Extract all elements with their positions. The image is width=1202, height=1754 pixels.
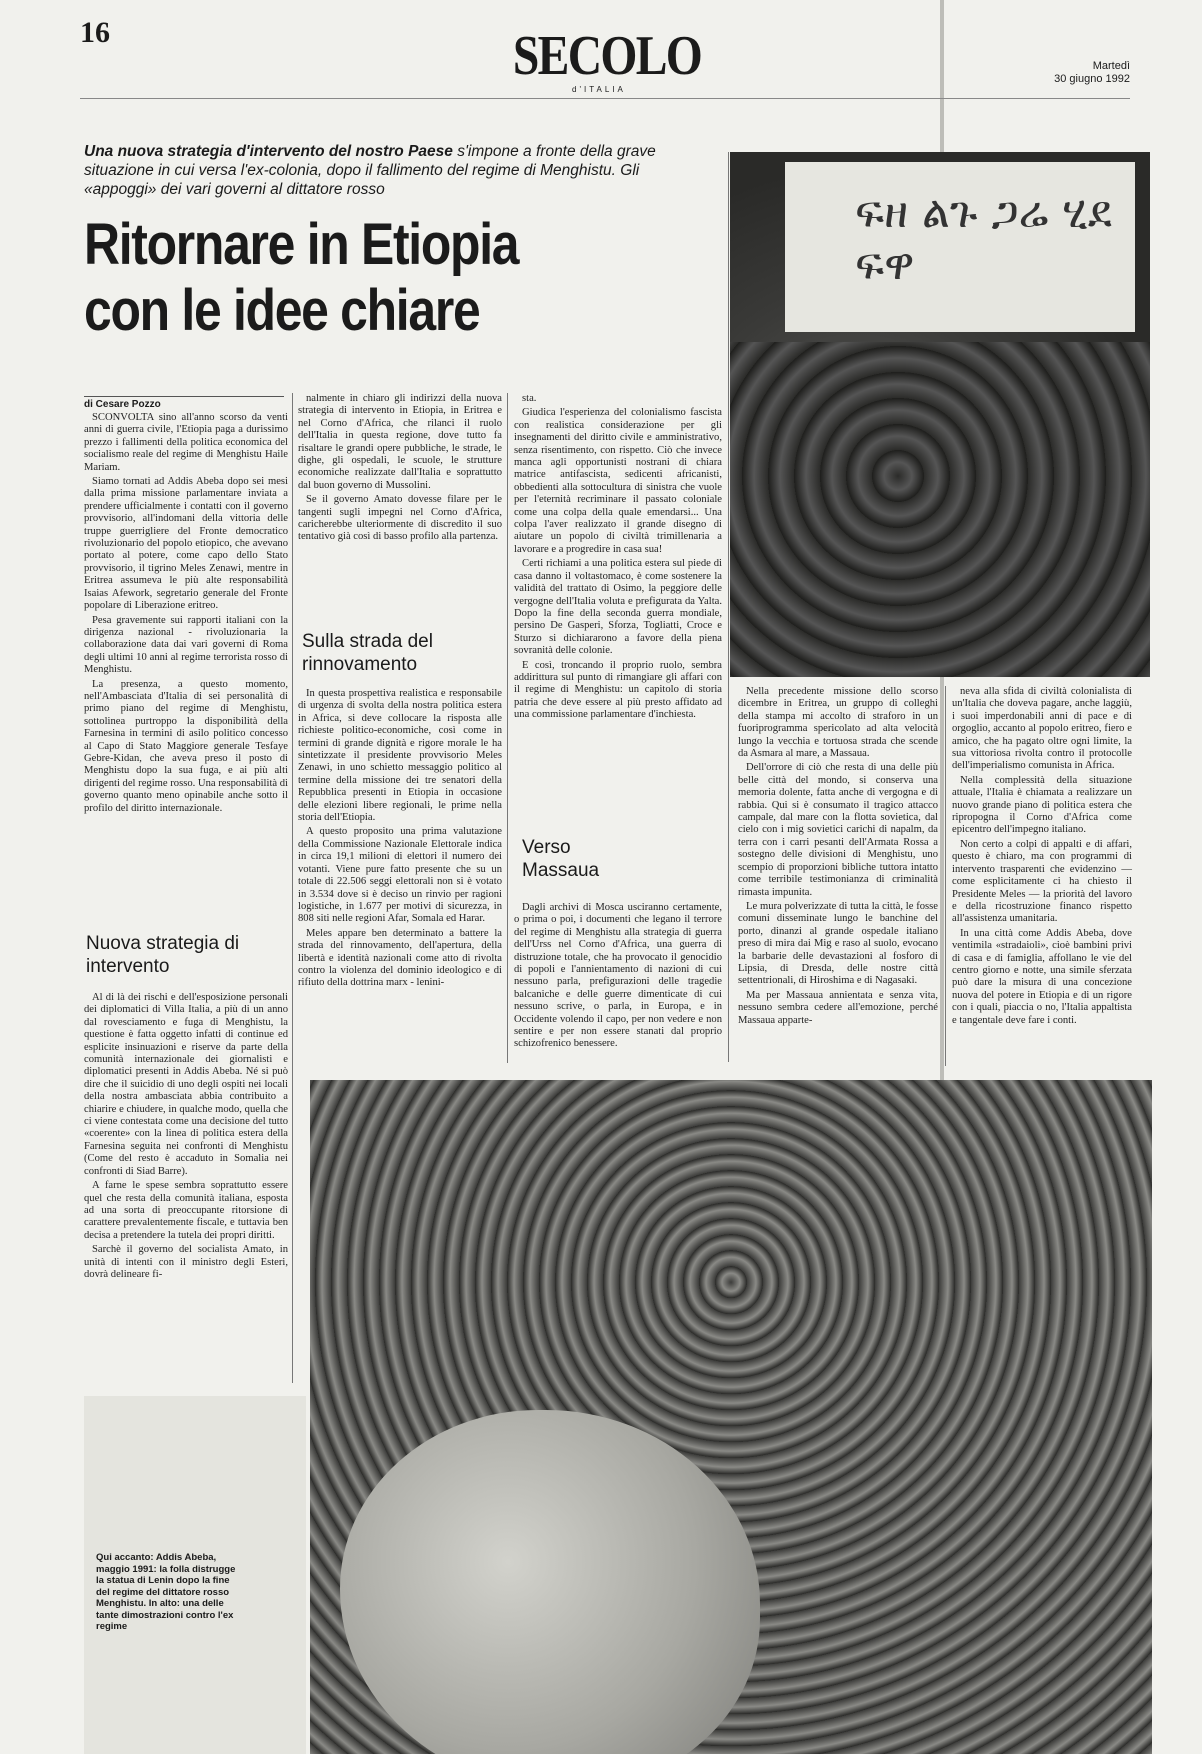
paragraph: SCONVOLTA sino all'anno scorso da venti anni di guerra civile, l'Etiopia paga a durissimo prezzo i fallimenti della politica economica del socialismo reale del regime di Menghistu Haile Mariam. — [84, 412, 288, 473]
paragraph: Dell'orrore di ciò che resta di una delle più belle città del mondo, si conserva una memoria dolente, fatta anche di vergogna e di rabbia. Qui si è consumato il tragico attacco campale, dal mare con la flotta sovietica, dal cielo con i mig sovietici carichi di napalm, da terra con i carri pesanti dell'Armata Rossa a sostegno delle divisioni di Menghistu, uno scempio di proporzioni bibliche tuttora intatto come terribile testimonianza di criminalità rimasta impunita. — [738, 762, 938, 898]
paragraph: Ma per Massaua annientata e senza vita, nessuno sembra cedere all'emozione, perché Massaua apparte- — [738, 989, 938, 1026]
column-1b — [84, 992, 288, 1283]
kicker — [84, 142, 704, 199]
paragraph: neva alla sfida di civiltà colonialista di un'Italia che doveva pagare, anche laggiù, i suoi imperdonabili anni di pace e di orgoglio, accanto al popolo eritreo, fiero e amico, che ha pagato oltre ogni limite, la sua vittoriosa rivolta contro il protocolle dell'imperialismo comunista in Africa. — [952, 686, 1132, 772]
kicker-bold: Una nuova strategia d'intervento del nostro Paese — [84, 143, 453, 160]
lenin-statue-photo — [310, 1080, 1152, 1754]
paragraph: Dagli archivi di Mosca usciranno certamente, o prima o poi, i documenti che legano il terrore del regime di Menghistu alla strategia di guerra dell'Urss nel Corno d'Africa, una guerra di distruzione totale, che ha provocato il genocidio di popoli e l'annientamento di nazioni di cui nessuno parla, prefigurazioni delle tragedie balcaniche e delle guerre dimenticate di cui nessuno scrive, o parla, in Europa, e in Occidente volendo il capo, per non vedere e non sentire e per non essere stanati dal proprio schizofrenico benessere. — [514, 902, 722, 1050]
paragraph: Meles appare ben determinato a battere la strada del rinnovamento, dell'apertura, della libertà e identità nazionali come atto di rivolta contro la violenza del dominio ideologico e di rifiuto della dottrina marx - lenini- — [298, 927, 502, 989]
column-rule — [728, 152, 729, 1062]
subhead-nuova-strategia: Nuova strategia di intervento — [86, 933, 240, 977]
paragraph: Giudica l'esperienza del colonialismo fascista con realistica considerazione per gli insegnamenti del diritto civile e amministrativo, senza risentimento, con rispetto. Ciò che invece manca agli opportunisti nostrani di chiara matrice antifascista, sedicenti africanisti, obbedienti alla sottocultura di sinistra che vuole per l'eternità recriminare il passato coloniale come una colpa della quale emendarsi... Una colpa l'aver realizzato il grande disegno di aiutare un popolo di civiltà trimillenaria a lavorare e a progredire in casa sua! — [514, 407, 722, 555]
paragraph: A farne le spese sembra soprattutto essere quel che resta della comunità italiana, esposta ad una sorta di preoccupante ritorsione di carattere prevalentemente fiscale, e tuttavia ben decisa a pretendere la tutela dei propri diritti. — [84, 1180, 288, 1241]
paragraph: A questo proposito una prima valutazione della Commissione Nazionale Elettorale indica in circa 19,1 milioni di elettori il numero dei votanti. Viene pure fatto presente che su un totale di 22.506 seggi elettorali non si è votato in 3.534 dove si è deciso un rinvio per ragioni logistiche, in 1.677 per motivi di sicurezza, in 808 siti nelle regioni Afar, Somala ed Harar. — [298, 826, 502, 925]
date — [1030, 60, 1130, 86]
column-1 — [84, 412, 288, 817]
photo-caption: Qui accanto: Addis Abeba, maggio 1991: la folla distrugge la statua di Lenin dopo la fine del regime del dittatore rosso Menghistu. In alto: una delle tante dimostrazioni contro l'ex regime — [96, 1552, 236, 1632]
masthead: SECOLO — [512, 25, 702, 87]
crowd — [730, 342, 1150, 677]
paragraph: Siamo tornati ad Addis Abeba dopo sei mesi dalla prima missione parlamentare inviata a prendere ufficialmente i contatti con il governo provvisorio, all'indomani della vittoria delle truppe guerrigliere del Fronte democratico rivoluzionario del popolo etiopico, che avevano portato al potere, come capo dello Stato provvisorio, il tigrino Meles Zenawi, mentre in Eritrea assumeva le più alte responsabilità Isaias Afework, segretario generale del Fronte popolare di Liberazione eritreo. — [84, 476, 288, 612]
headline — [84, 212, 600, 344]
paragraph: Se il governo Amato dovesse filare per le tangenti sugli impegni nel Corno d'Africa, caricherebbe ulteriormente di discredito il suo tentativo già così di basso profilo alla partenza. — [298, 494, 502, 543]
paragraph: Pesa gravemente sui rapporti italiani con la dirigenza nazional - rivoluzionaria la collaborazione data dai vari governi di Roma degli ultimi 10 anni al regime terrorista rosso di Menghistu. — [84, 614, 288, 676]
paragraph: Nella precedente missione dello scorso dicembre in Eritrea, un gruppo di colleghi della stampa mi accolto di straforo in un fuoriprogramma spericolato ad alta velocità lungo la vecchia e tortuosa strada che scende da Asmara al mare, a Massaua. — [738, 686, 938, 760]
paragraph: nalmente in chiaro gli indirizzi della nuova strategia di intervento in Etiopia, in Eritrea e nel Corno d'Africa, che rilanci il ruolo dell'Italia in questa regione, dove tutto fa risaltare le grandi opere pubbliche, le strade, le dighe, gli ospedali, le scuole, le strutture economiche realizzate dall'Italia e soprattutto dal buon governo di Mussolini. — [298, 393, 502, 491]
subhead-rinnovamento: Sulla strada del rinnovamento — [302, 631, 433, 675]
column-5 — [952, 686, 1132, 1029]
column-3b — [514, 902, 722, 1053]
paragraph: Nella complessità della situazione attuale, l'Italia è chiamata a realizzare un nuovo grande piano di politica estera che ripropogna il Corno d'Africa come epicentro dell'impegno italiano. — [952, 774, 1132, 836]
byline: di Cesare Pozzo — [84, 396, 284, 410]
top-rule — [80, 98, 1130, 99]
column-3 — [514, 393, 722, 724]
masthead-sub: d'ITALIA — [572, 85, 626, 94]
paragraph: Non certo a colpi di appalti e di affari, questo è chiaro, ma con programmi di intervento trasparenti che evidenzino — come esplicitamente ci ha chiesto il Presidente Meles — la priorità del lavoro e della ricostruzione financo rispetto all'assistenza umanitaria. — [952, 838, 1132, 925]
paragraph: Certi richiami a una politica estera sul piede di casa danno il voltastomaco, è come sostenere la validità del trattato di Osimo, la peggiore delle vergogne dell'Italia voluta e prefigurata da Yalta. Dopo la fine della seconda guerra mondiale, persino De Gasperi, Sforza, Togliatti, Croce e Sturzo si dichiararono a favore della piena sovranità delle colonie. — [514, 558, 722, 657]
paragraph: sta. — [522, 393, 537, 404]
column-rule — [292, 393, 293, 1383]
paragraph: Le mura polverizzate di tutta la città, le fosse comuni disseminate lungo le banchine del porto, dinanzi al grande ospedale italiano preso di mira dai Mig e raso al suolo, evocano la barbarie delle devastazioni al fosforo di Lipsia, di Dresda, delle nostre città settentrionali, di Hiroshima e di Nagasaki. — [738, 900, 938, 987]
paragraph: Al di là dei rischi e dell'esposizione personali dei diplomatici di Villa Italia, a più di un anno dal rovesciamento e fuga di Menghistu, la questione è fatta oggetto infatti di continue ed esplicite insinuazioni e riserve da parte della comunità internazionale dei giornalisti e diplomatici presenti in Addis Abeba. Né si può dire che il suicidio di uno degli ospiti nei locali della nostra ambasciata abbia contribuito a chiarire e chiudere, in qualche modo, quella che ci viene contestata come una decisione del tutto «coerente» con la linea di politica estera della Farnesina seguita nei confronti di Menghistu (Come del resto è accaduto in Somalia nei confronti di Siad Barre). — [84, 992, 288, 1177]
paragraph: Sarchè il governo del socialista Amato, in unità di intenti con il ministro degli Esteri, dovrà delineare fi- — [84, 1244, 288, 1280]
column-2 — [298, 393, 502, 546]
headline-line-2: con le idee chiare — [84, 278, 480, 343]
kicker-rest: s'impone a fronte della grave situazione in cui versa l'ex-colonia, dopo il fallimento del regime di Menghistu. Gli «appoggi» dei vari governi al dittatore rosso — [84, 143, 656, 198]
column-rule — [945, 686, 946, 1066]
paragraph: E così, troncando il proprio ruolo, sembra addirittura sul punto di rimangiare gli affari con il regime di Menghistu: un capitolo di storia patria che deve essere al più presto affidato ad una commissione parlamentare d'inchiesta. — [514, 659, 722, 721]
paragraph: In questa prospettiva realistica e responsabile di urgenza di svolta della nostra politica estera in Africa, si deve collocare la risposta alle richieste politico-economiche, così come in termini di grande dignità e rigore morale le ha sintetizzate il presidente provvisorio Meles Zenawi, in uno schietto messaggio politico al termine della missione dei tre senatori della Repubblica presenti in Etiopia in occasione delle elezioni libere regionali, le prime nella storia dell'Etiopia. — [298, 688, 502, 824]
sign-text: ፍዘ ልጉ ጋሬ ሂደ ፍዋ — [855, 187, 1112, 290]
column-4 — [738, 686, 938, 1029]
paragraph: In una città come Addis Abeba, dove ventimila «stradaioli», cioè bambini privi di casa e di famiglia, affollano le vie del centro giorno e notte, una simile sferzata può dare la misura di una concezione nuova del potere in Etiopia e di un rigore con i quali, piaccia o no, l'Italia appaltista e tangentale deve fare i conti. — [952, 927, 1132, 1026]
column-rule — [507, 393, 508, 1063]
demonstration-photo — [730, 152, 1150, 677]
paragraph: La presenza, a questo momento, nell'Ambasciata d'Italia di sei personalità di primo piano del regime di Menghistu, sottolinea purtroppo la disponibilità della Farnesina in termini di asilo politico concesso al Capo di Stato Maggiore generale Tesfaye Gebre-Kidan, che aveva preso il posto di Menghistu dopo la sua fuga, e ai più alti dirigenti del regime rosso. Una responsabilità di governo quanto meno opinabile anche sotto il profilo del diritto internazionale. — [84, 678, 288, 814]
page-number: 16 — [80, 16, 110, 49]
statue-head — [340, 1410, 760, 1754]
subhead-massaua: Verso Massaua — [522, 837, 600, 881]
protest-sign — [785, 162, 1135, 332]
date-line-1: Martedì — [1092, 60, 1130, 72]
headline-line-1: Ritornare in Etiopia — [84, 212, 519, 277]
date-line-2: 30 giugno 1992 — [1054, 73, 1130, 85]
column-2b — [298, 688, 502, 992]
